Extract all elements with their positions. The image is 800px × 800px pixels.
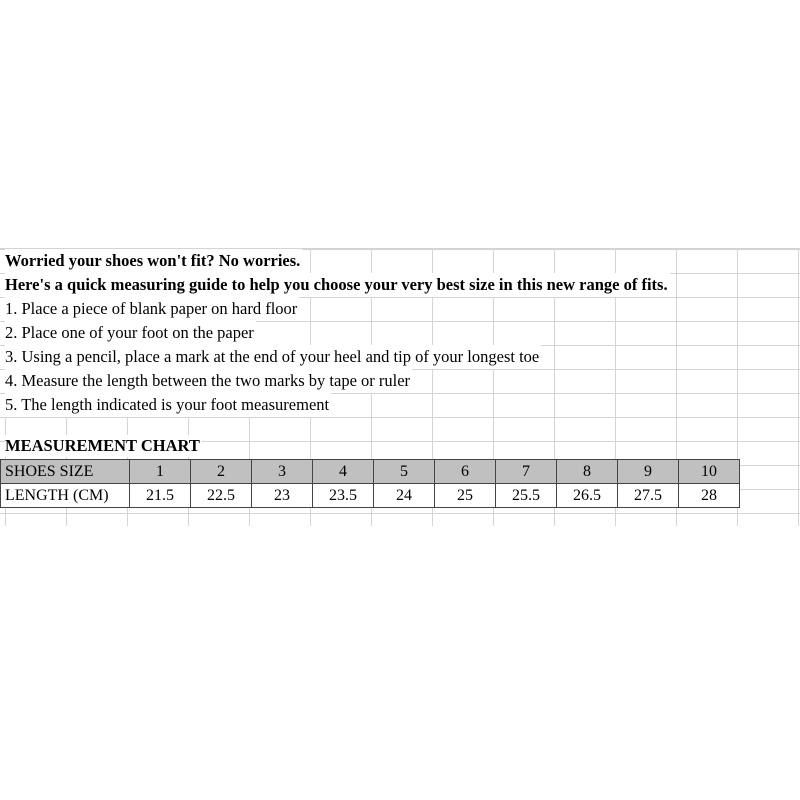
headline: Worried your shoes won't fit? No worries. <box>5 249 302 273</box>
size-cell: 3 <box>252 460 313 484</box>
size-cell: 6 <box>435 460 496 484</box>
length-cell: 26.5 <box>557 484 618 508</box>
step-5: 5. The length indicated is your foot measurement <box>5 393 331 417</box>
size-cell: 4 <box>313 460 374 484</box>
length-label: LENGTH (CM) <box>1 484 130 508</box>
length-cell: 21.5 <box>130 484 191 508</box>
size-label: SHOES SIZE <box>1 460 130 484</box>
step-1: 1. Place a piece of blank paper on hard floor <box>5 297 299 321</box>
length-cell: 22.5 <box>191 484 252 508</box>
size-cell: 5 <box>374 460 435 484</box>
size-cell: 7 <box>496 460 557 484</box>
size-row <box>1 460 740 484</box>
step-3: 3. Using a pencil, place a mark at the end of your heel and tip of your longest toe <box>5 345 541 369</box>
size-cell: 9 <box>618 460 679 484</box>
size-cell: 2 <box>191 460 252 484</box>
length-cell: 24 <box>374 484 435 508</box>
length-cell: 23 <box>252 484 313 508</box>
measurement-chart-table <box>0 459 740 508</box>
spreadsheet-sheet <box>0 248 800 526</box>
size-cell: 1 <box>130 460 191 484</box>
length-row <box>1 484 740 508</box>
step-4: 4. Measure the length between the two marks by tape or ruler <box>5 369 412 393</box>
length-cell: 23.5 <box>313 484 374 508</box>
length-cell: 28 <box>679 484 740 508</box>
length-cell: 25.5 <box>496 484 557 508</box>
size-cell: 10 <box>679 460 740 484</box>
step-2: 2. Place one of your foot on the paper <box>5 321 256 345</box>
subheadline: Here's a quick measuring guide to help you choose your very best size in this new range of fits. <box>5 273 670 297</box>
length-cell: 27.5 <box>618 484 679 508</box>
size-cell: 8 <box>557 460 618 484</box>
length-cell: 25 <box>435 484 496 508</box>
chart-title: MEASUREMENT CHART <box>5 436 200 455</box>
